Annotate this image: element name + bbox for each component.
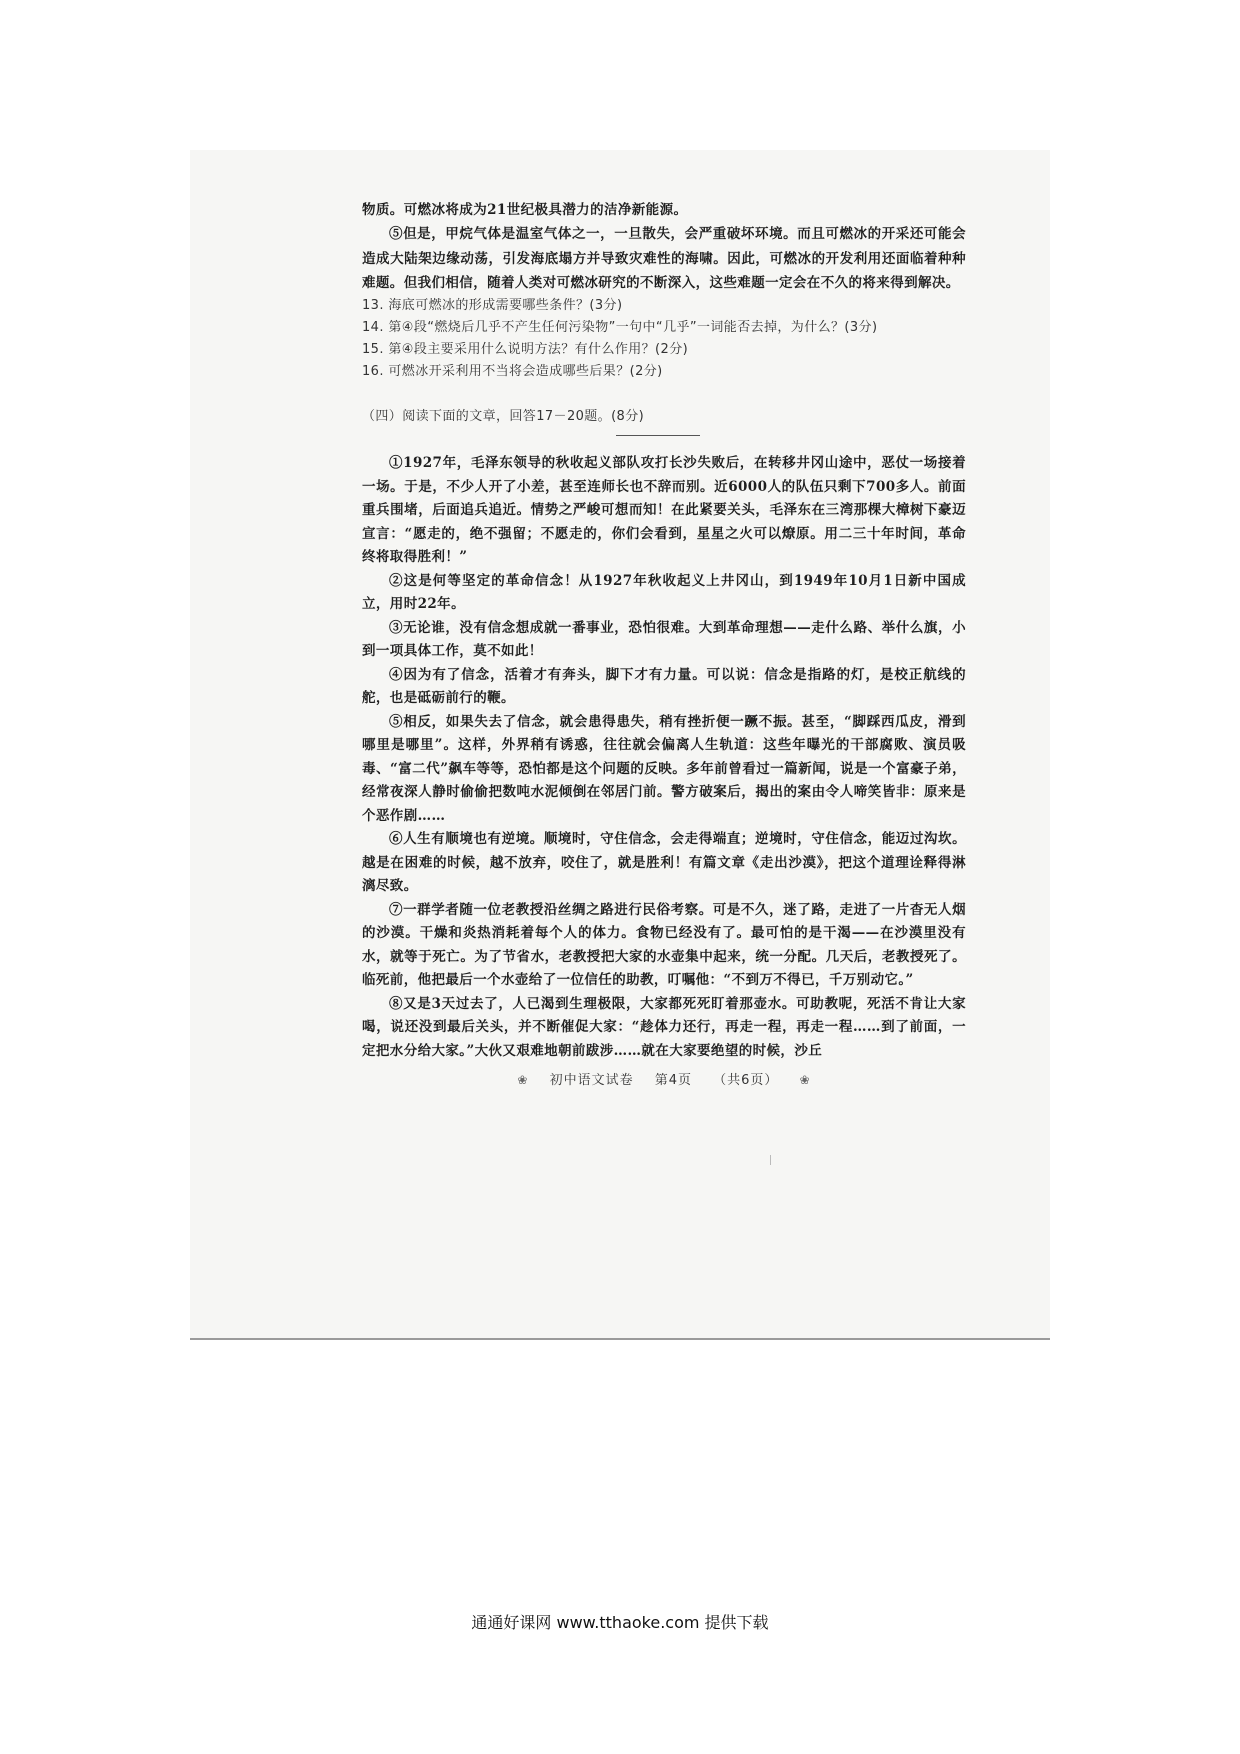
article-paragraph-5: ⑤相反，如果失去了信念，就会患得患失，稍有挫折便一蹶不振。甚至，“脚踩西瓜皮，滑到哪里是哪里”。这样，外界稍有诱惑，往往就会偏离人生轨道：这些年曝光的干部腐败、演员吸毒、“富二代”飙车等等，恐怕都是这个问题的反映。多年前曾看过一篇新闻，说是一个富豪子弟，经常夜深人静时偷偷把数吨水泥倾倒在邻居门前。警方破案后，揭出的案由令人啼笑皆非：原来是个恶作剧……: [362, 713, 966, 824]
paragraph-5: ⑤但是，甲烷气体是温室气体之一，一旦散失，会严重破坏环境。而且可燃冰的开采还可能会造成大陆架边缘动荡，引发海底塌方并导致灾难性的海啸。因此，可燃冰的开发利用还面临着种种难题。但我们相信，随着人类对可燃冰研究的不断深入，这些难题一定会在不久的将来得到解决。: [362, 226, 966, 291]
question-15: 15. 第④段主要采用什么说明方法？有什么作用？(2分): [362, 342, 689, 358]
article-paragraph-8: ⑧又是3天过去了，人已渴到生理极限，大家都死死盯着那壶水。可助教呢，死活不肯让大家喝，说还没到最后关头，并不断催促大家：“趁体力还行，再走一程，再走一程……到了前面，一定把水分给大家。”大伙又艰难地朝前跋涉……就在大家要绝望的时候，沙丘: [362, 995, 966, 1059]
exam-title: 初中语文试卷: [549, 1073, 634, 1089]
flower-icon: ❀: [799, 1073, 811, 1088]
article-body: [362, 452, 966, 1063]
article-paragraph-6: ⑥人生有顺境也有逆境。顺境时，守住信念，会走得端直；逆境时，守住信念，能迈过沟坎。越是在困难的时候，越不放弃，咬住了，就是胜利！有篇文章《走出沙漠》，把这个道理诠释得淋漓尽致。: [362, 831, 966, 895]
page-number: 第4页: [654, 1073, 692, 1089]
article-paragraph-2: ②这是何等坚定的革命信念！从1927年秋收起义上井冈山，到1949年10月1日新中国成立，用时22年。: [362, 572, 966, 613]
continued-text-line: 物质。可燃冰将成为21世纪极具潜力的洁净新能源。: [362, 202, 688, 218]
question-14: 14. 第④段“燃烧后几乎不产生任何污染物”一句中“几乎”一词能否去掉，为什么？(3分): [362, 320, 878, 336]
title-underline: [616, 435, 700, 436]
article-paragraph-7: ⑦一群学者随一位老教授沿丝绸之路进行民俗考察。可是不久，迷了路，走进了一片杳无人烟的沙漠。干燥和炎热消耗着每个人的体力。食物已经没有了。最可怕的是干渴——在沙漠里没有水，就等于死亡。为了节省水，老教授把大家的水壶集中起来，统一分配。几天后，老教授死了。临死前，他把最后一个水壶给了一位信任的助教，叮嘱他：“不到万不得已，千万别动它。”: [362, 901, 966, 989]
scan-speck: [770, 1155, 771, 1165]
flower-icon: ❀: [517, 1073, 529, 1088]
page-content: [362, 198, 966, 1088]
question-16: 16. 可燃冰开采利用不当将会造成哪些后果？(2分): [362, 364, 663, 380]
scanned-exam-page: [190, 150, 1050, 1340]
article-paragraph-1: ①1927年，毛泽东领导的秋收起义部队攻打长沙失败后，在转移井冈山途中，恶仗一场接着一场。于是，不少人开了小差，甚至连师长也不辞而别。近6000人的队伍只剩下700多人。前面重兵围堵，后面追兵追近。情势之严峻可想而知！在此紧要关头，毛泽东在三湾那棵大樟树下豪迈宣言：“愿走的，绝不强留；不愿走的，你们会看到，星星之火可以燎原。用二三十年时间，革命终将取得胜利！”: [362, 455, 966, 566]
article-paragraph-4: ④因为有了信念，活着才有奔头，脚下才有力量。可以说：信念是指路的灯，是校正航线的舵，也是砥砺前行的鞭。: [362, 666, 966, 707]
question-13: 13. 海底可燃冰的形成需要哪些条件？(3分): [362, 298, 623, 314]
page-total: （共6页）: [713, 1073, 779, 1089]
article-paragraph-3: ③无论谁，没有信念想成就一番事业，恐怕很难。大到革命理想——走什么路、举什么旗，小到一项具体工作，莫不如此！: [362, 619, 966, 660]
download-credit: 通通好课网 www.tthaoke.com 提供下载: [471, 1613, 769, 1632]
section-four-heading: （四）阅读下面的文章，回答17－20题。(8分): [362, 409, 645, 425]
exam-page-footer: [362, 1069, 966, 1088]
